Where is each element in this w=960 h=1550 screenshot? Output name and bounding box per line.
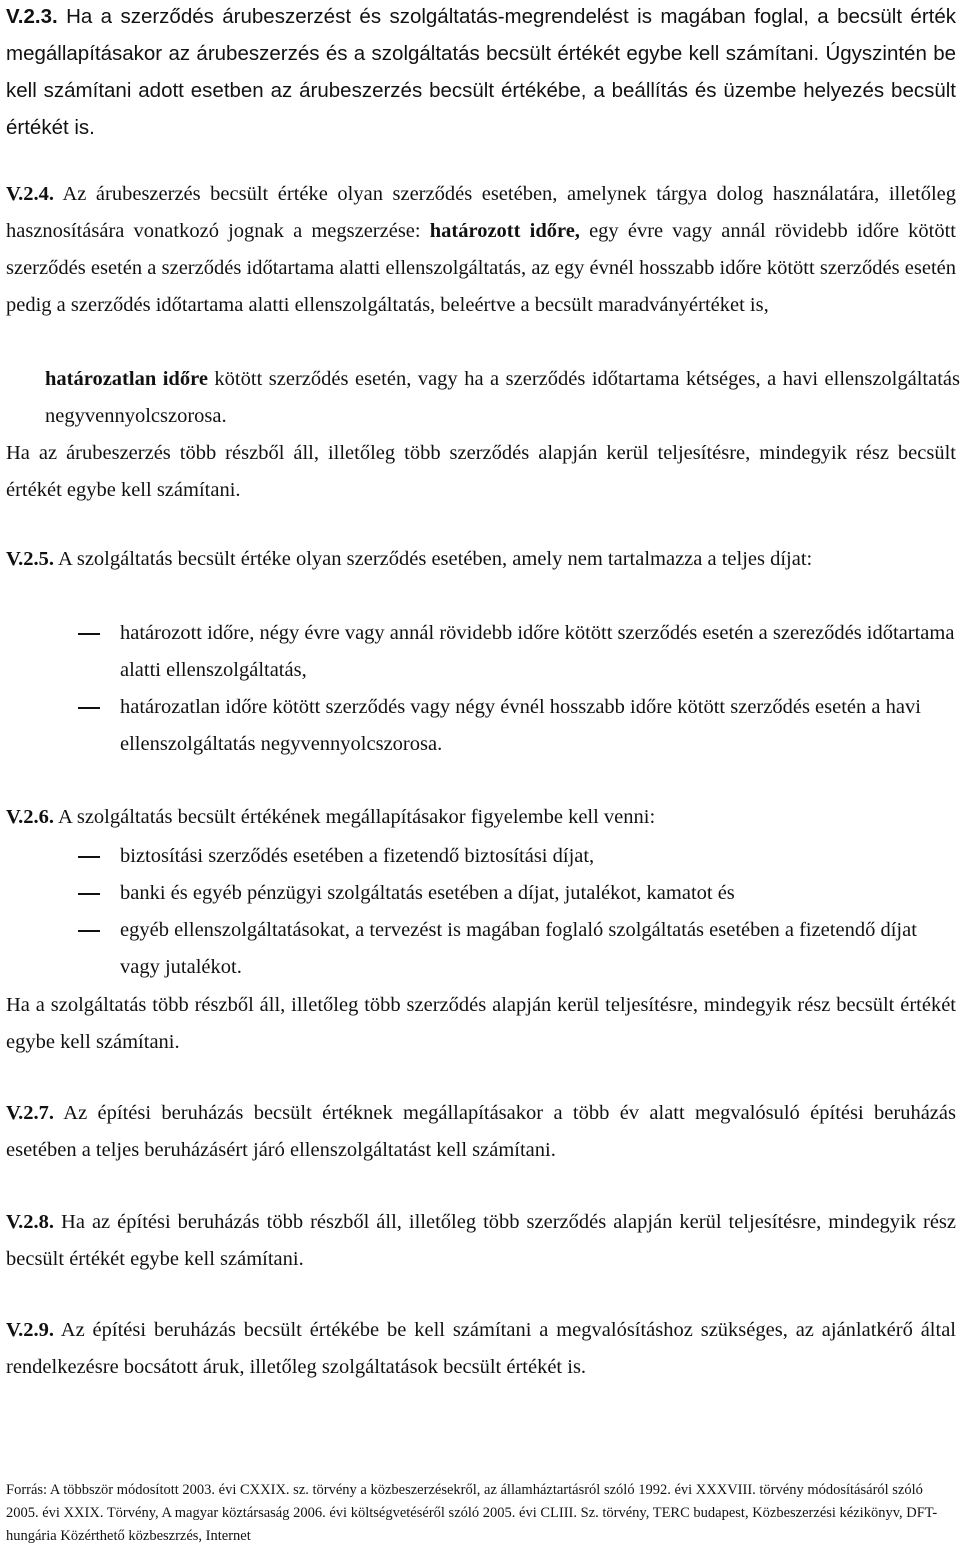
footnote-text: Forrás: A többször módosított 2003. évi CXXIX. sz. törvény a közbeszerzésekről, az államháztartásról szóló 1992. évi XXXVIII. törvény módosításáról szóló 2005. évi XXIX. Törvény, A magyar köztársaság 2006. évi költségvetéséről szóló 2005. évi CLIII. Sz. törvény, TERC budapest, Közbeszerzési kézikönyv, DFT-hungária Közérthető közbeszrzés, Internet [6,1482,938,1544]
section-text: A szolgáltatás becsült értéke olyan szerződés esetében, amely nem tartalmazza a teljes díjat: [54,548,813,570]
section-v-2-6 [6,799,956,836]
section-text: Ha a szolgáltatás több részből áll, illetőleg több szerződés alapján kerül teljesítésre, mindegyik rész becsült értékét egybe kell számítani. [6,994,956,1053]
section-number: V.2.7. [6,1102,55,1124]
section-v-2-4 [6,176,956,324]
section-v-2-6-parts [6,987,956,1061]
dash-bullet-icon [78,633,100,635]
list-item-text: határozatlan időre kötött szerződés vagy négy évnél hosszabb időre kötött szerződés esetén a havi ellenszolgáltatás negyvennyolcszorosa. [120,696,921,755]
list-item-text: biztosítási szerződés esetében a fizetendő biztosítási díjat, [120,845,595,867]
section-number: V.2.4. [6,183,55,205]
section-text: Ha az árubeszerzés több részből áll, illetőleg több szerződés alapján kerül teljesítésre, mindegyik rész becsült értékét egybe kell számítani. [6,442,956,501]
section-v-2-4-parts [6,435,956,509]
list-item [0,838,960,875]
section-text: kötött szerződés esetén, vagy ha a szerződés időtartama kétséges, a havi ellenszolgáltatás negyvennyolcszorosa. [45,368,960,427]
emphasis-term: határozatlan időre [45,368,208,390]
section-v-2-4-indefinite [45,361,960,435]
section-text: Az építési beruházás becsült értéknek megállapításakor a több év alatt megvalósuló építési beruházás esetében a teljes beruházásért járó ellenszolgáltatást kell számítani. [6,1102,956,1161]
source-footnote [6,1479,956,1548]
section-text: Az építési beruházás becsült értékébe be kell számítani a megvalósításhoz szükséges, az ajánlatkérő által rendelkezésre bocsátott áruk, illetőleg szolgáltatások becsült értékét is. [6,1319,956,1378]
dash-list-v-2-5 [0,615,960,763]
dash-bullet-icon [78,930,100,932]
section-number: V.2.3. [6,5,58,28]
section-number: V.2.8. [6,1211,55,1233]
dash-bullet-icon [78,707,100,709]
section-v-2-3 [6,0,956,146]
section-number: V.2.6. [6,806,55,828]
list-item [0,912,960,986]
section-text: egy évre vagy annál rövidebb időre kötött szerződés esetén a szerződés időtartama alatti ellenszolgáltatás, az egy évnél hosszabb időre kötött szerződés esetén pedig a szerződés időtartama alatti ellenszolgáltatás, beleértve a becsült maradványértéket is, [6,220,956,316]
section-text: A szolgáltatás becsült értékének megállapításakor figyelembe kell venni: [54,806,656,828]
list-item [0,875,960,912]
dash-bullet-icon [78,893,100,895]
section-v-2-7 [6,1095,956,1169]
dash-bullet-icon [78,856,100,858]
dash-list-v-2-6 [0,838,960,986]
section-v-2-8 [6,1204,956,1278]
section-text: Ha az építési beruházás több részből áll, illetőleg több szerződés alapján kerül teljesítésre, mindegyik rész becsült értékét egybe kell számítani. [6,1211,956,1270]
list-item [0,689,960,763]
list-item [0,615,960,689]
section-v-2-9 [6,1312,956,1386]
section-v-2-5 [6,541,956,578]
section-number: V.2.9. [6,1319,55,1341]
section-number: V.2.5. [6,548,55,570]
section-text: Ha a szerződés árubeszerzést és szolgáltatás-megrendelést is magában foglal, a becsült érték megállapításakor az árubeszerzés és a szolgáltatás becsült értékét egybe kell számítani. Úgyszintén be kell számítani adott esetben az árubeszerzés becsült értékébe, a beállítás és üzembe helyezés becsült értékét is. [6,5,956,139]
list-item-text: határozott időre, négy évre vagy annál rövidebb időre kötött szerződés esetén a szereződés időtartama alatti ellenszolgáltatás, [120,622,955,681]
section-text: Az árubeszerzés becsült értéke olyan szerződés esetében, amelynek tárgya dolog használatára, illetőleg hasznosítására vonatkozó jognak a megszerzése: [6,183,956,242]
list-item-text: banki és egyéb pénzügyi szolgáltatás esetében a díjat, jutalékot, kamatot és [120,882,735,904]
emphasis-term: határozott időre, [429,220,580,242]
list-item-text: egyéb ellenszolgáltatásokat, a tervezést is magában foglaló szolgáltatás esetében a fizetendő díjat vagy jutalékot. [120,919,917,978]
